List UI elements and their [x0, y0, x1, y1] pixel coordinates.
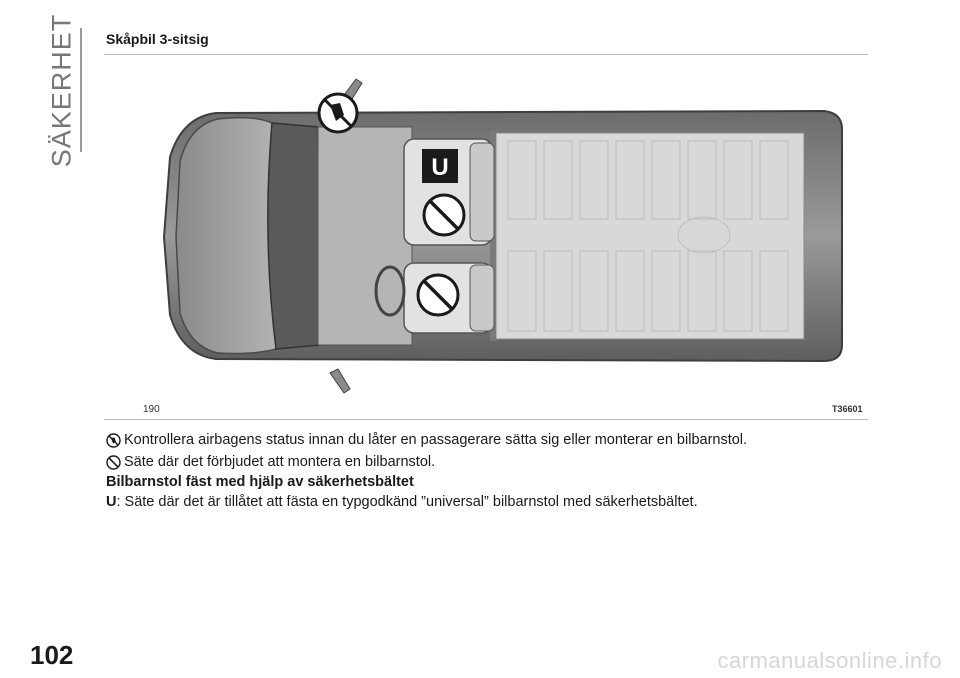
no-child-seat-icon-middle — [424, 195, 464, 235]
legend-heading-text: Bilbarnstol fäst med hjälp av säkerhetsbältet — [106, 474, 414, 490]
legend-prohibited-line — [106, 454, 435, 470]
side-rule — [80, 28, 82, 152]
van-top-view-illustration — [104, 55, 868, 419]
no-child-seat-icon-driver — [418, 275, 458, 315]
no-child-seat-icon — [106, 455, 121, 470]
legend-prohibited-text: Säte där det förbjudet att montera en bilbarnstol. — [124, 454, 436, 470]
section-side-tab-label: SÄKERHET — [46, 13, 77, 167]
legend-universal-letter: U — [106, 494, 117, 510]
figure-code: T36601 — [832, 404, 863, 414]
legend-universal-line — [106, 494, 698, 510]
page-number: 102 — [30, 640, 74, 670]
watermark: carmanualsonline.info — [717, 648, 942, 673]
section-side-tab — [44, 13, 80, 167]
legend-airbag-line — [106, 432, 747, 448]
windshield — [268, 123, 320, 349]
figure-number: 190 — [143, 404, 160, 415]
section-title: Skåpbil 3-sitsig — [106, 31, 209, 47]
van-seating-figure — [104, 54, 868, 420]
airbag-warning-icon — [319, 94, 357, 132]
cargo-floor — [496, 133, 804, 339]
right-mirror — [330, 369, 350, 393]
legend-airbag-text: Kontrollera airbagens status innan du låter en passagerare sätta sig eller monterar en bilbarnstol. — [124, 432, 748, 448]
airbag-warning-icon — [106, 433, 121, 448]
legend-universal-text: : Säte där det är tillåtet att fästa en typgodkänd ”universal” bilbarnstol med säkerhetsbältet. — [116, 494, 698, 510]
svg-text:U: U — [431, 154, 449, 181]
legend-heading — [106, 474, 414, 490]
van-hood — [176, 118, 276, 354]
